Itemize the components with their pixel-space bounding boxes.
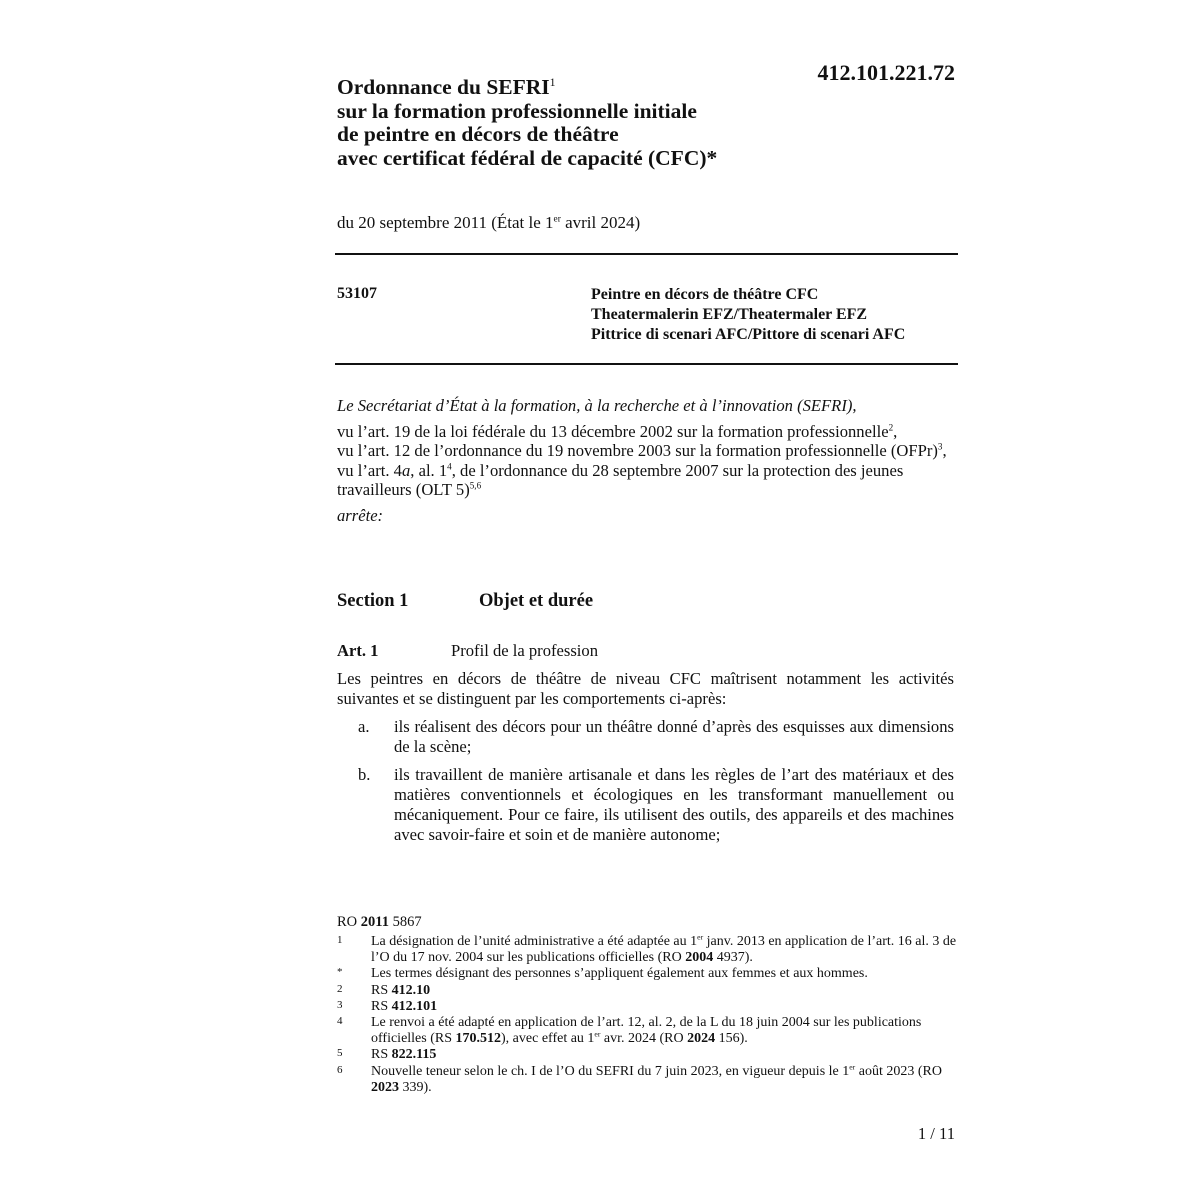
list-letter: a.: [358, 717, 370, 736]
footnote-text: 156).: [715, 1031, 748, 1047]
footnote-bold: 2004: [685, 950, 714, 966]
page-number: 1 / 11: [917, 1124, 955, 1143]
date-text-end: avril 2024): [560, 213, 641, 232]
section-title: Objet et durée: [479, 591, 594, 611]
article-number: Art. 1: [337, 641, 379, 660]
sr-number: 412.101.221.72: [817, 60, 955, 85]
list-item: [337, 717, 954, 757]
ro-year: 2011: [360, 914, 389, 930]
footnote: [337, 966, 957, 982]
title-text: Ordonnance du SEFRI: [337, 75, 550, 99]
citation-text: , al. 1: [410, 460, 448, 480]
footnote-ref[interactable]: 4: [447, 461, 452, 472]
footnote-bold: 822.115: [391, 1047, 437, 1063]
footnote-text: La désignation de l’unité administrative a été adaptée au 1: [371, 934, 698, 949]
divider-top: [335, 253, 958, 255]
footnote-bold: 2024: [687, 1031, 716, 1047]
footnote-number: 1: [337, 934, 343, 946]
document-title: [337, 76, 807, 170]
footnote-number: 2: [337, 982, 343, 995]
footnote-sup: er: [849, 1061, 856, 1071]
footnote-bold: 412.101: [391, 998, 438, 1014]
footnote-number: 3: [337, 998, 343, 1011]
issuing-authority: Le Secrétariat d’État à la formation, à la recherche et à l’innovation (SEFRI),: [337, 396, 857, 415]
legal-citation: [337, 422, 957, 442]
article-list: [337, 717, 954, 853]
footnote-bold: 170.512: [455, 1031, 502, 1047]
footnote-bold: 2023: [371, 1079, 399, 1095]
citation-italic: a: [401, 460, 411, 480]
footnote-ref[interactable]: 3: [937, 441, 943, 452]
profession-names: [591, 285, 905, 345]
footnote-ref[interactable]: 1: [549, 74, 556, 89]
article-intro: Les peintres en décors de théâtre de niveau CFC maîtrisent notamment les activités suivantes et se distinguent par les comportements ci-après:: [337, 669, 954, 708]
footnote-number: *: [337, 966, 343, 979]
footnote-ref[interactable]: 5,6: [469, 480, 482, 491]
footnote-text: RS: [371, 982, 392, 998]
title-line: avec certificat fédéral de capacité (CFC)*: [337, 145, 718, 170]
preamble: [337, 396, 957, 526]
footnote: [337, 983, 957, 999]
footnote-text: avr. 2024 (RO: [600, 1031, 688, 1047]
footnote-text: Le renvoi a été adapté en application de l’art. 12, al. 2, de la L du 18 juin 2004 sur les publications officielles (RS: [371, 1015, 922, 1047]
citation-end: ,: [942, 441, 947, 461]
ro-prefix: RO: [337, 914, 361, 930]
profession-name-de: Theatermalerin EFZ/Theatermaler EFZ: [591, 306, 868, 323]
list-letter: b.: [358, 765, 371, 784]
footnote-text: RS: [371, 998, 392, 1014]
legal-citation: [337, 441, 957, 461]
footnote-text: Les termes désignant des personnes s’appliquent également aux femmes et aux hommes.: [371, 966, 868, 982]
profession-code: 53107: [337, 285, 377, 302]
footnote-text: Nouvelle teneur selon le ch. I de l’O du SEFRI du 7 juin 2023, en vigueur depuis le 1: [371, 1063, 850, 1079]
footnote-sup: er: [697, 932, 704, 942]
footnote-text: 4937).: [713, 950, 753, 966]
footnote-text: RS: [371, 1047, 392, 1063]
footnote-bold: 412.10: [391, 982, 431, 998]
article-title: Profil de la profession: [451, 641, 599, 660]
footnote-text: 339).: [399, 1079, 432, 1095]
citation-text: vu l’art. 19 de la loi fédérale du 13 décembre 2002 sur la formation professionnelle: [337, 421, 889, 441]
list-text: ils travaillent de manière artisanale et dans les règles de l’art des matériaux et des matières conventionnels et écologiques en les transformant manuellement ou mécaniquement. Pour ce faire, ils utilisent des outils, des appareils et des machines avec savoir-faire et soin et de manière autonome;: [394, 765, 954, 844]
title-line: [337, 76, 807, 100]
legal-citation: [337, 461, 957, 500]
citation-text: vu l’art. 4: [337, 460, 402, 480]
footnote-ref[interactable]: 2: [888, 422, 894, 433]
footnote-number: 5: [337, 1047, 343, 1060]
footnote: [337, 1047, 957, 1063]
list-item: [337, 765, 954, 845]
footnote: [337, 934, 957, 966]
citation-end: ,: [893, 421, 898, 441]
footnote-text: janv. 2013 en application de l’art. 16 al. 3 de l’O du 17 nov. 2004 sur les publications officielles (RO: [371, 934, 957, 966]
footnote-number: 4: [337, 1015, 343, 1028]
footnote-text: ), avec effet au 1: [501, 1031, 595, 1047]
ro-page: 5867: [388, 914, 422, 930]
footnote: [337, 1015, 957, 1047]
footnotes: [337, 934, 957, 1096]
footnote: [337, 999, 957, 1015]
footnote-number: 6: [337, 1063, 343, 1076]
profession-name-fr: Peintre en décors de théâtre CFC: [591, 286, 819, 303]
article-heading: [337, 641, 598, 661]
list-text: ils réalisent des décors pour un théâtre donné d’après des esquisses aux dimensions de la scène;: [394, 717, 954, 756]
ro-reference: [337, 914, 422, 931]
citation-text: vu l’art. 12 de l’ordonnance du 19 novembre 2003 sur la formation professionnelle (OFPr): [337, 441, 938, 461]
footnote: [337, 1061, 957, 1096]
section-number: Section 1: [337, 591, 409, 611]
title-line: de peintre en décors de théâtre: [337, 122, 619, 146]
citation-text: , de l’ordonnance du 28 septembre 2007 sur la protection des jeunes travailleurs (OLT 5): [337, 460, 904, 500]
section-heading: [337, 591, 593, 612]
document-date: [337, 213, 640, 233]
footnote-sup: er: [594, 1029, 601, 1039]
footnote-text: août 2023 (RO: [855, 1063, 942, 1079]
date-sup: er: [553, 214, 561, 225]
date-text: du 20 septembre 2011 (État le 1: [337, 213, 554, 232]
profession-name-it: Pittrice di scenari AFC/Pittore di scenari AFC: [591, 326, 906, 343]
decree-word: arrête:: [337, 505, 384, 525]
title-line: sur la formation professionnelle initiale: [337, 98, 697, 123]
divider-bottom: [335, 363, 958, 365]
